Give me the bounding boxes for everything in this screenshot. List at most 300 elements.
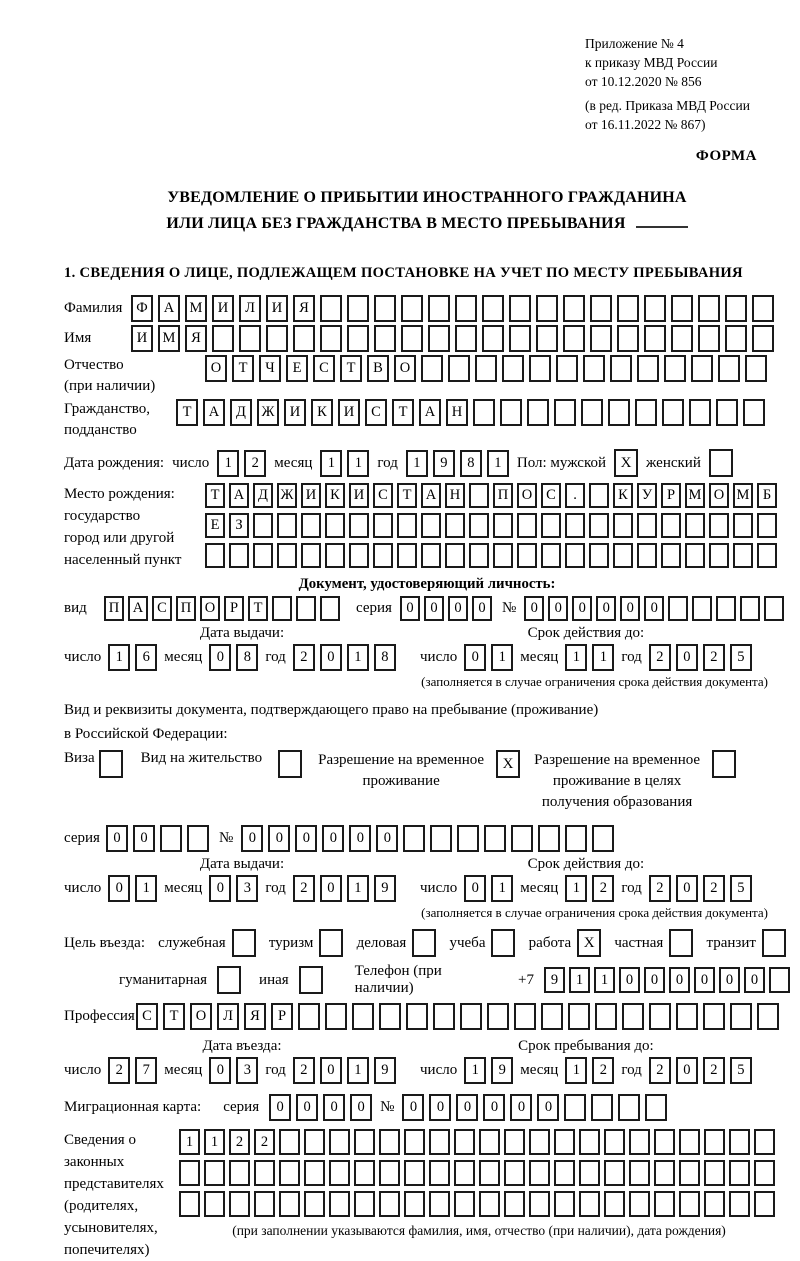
stay-until-month-cells[interactable] bbox=[565, 1057, 614, 1084]
char-cell[interactable]: П bbox=[493, 483, 513, 508]
char-cell[interactable]: С bbox=[313, 355, 335, 382]
resident-valid-month-cells[interactable] bbox=[565, 875, 614, 902]
char-cell[interactable] bbox=[179, 1191, 200, 1217]
char-cell[interactable] bbox=[565, 513, 585, 538]
birthplace-cells-row3[interactable] bbox=[205, 543, 777, 568]
char-cell[interactable] bbox=[604, 1160, 625, 1186]
char-cell[interactable] bbox=[679, 1191, 700, 1217]
char-cell[interactable] bbox=[374, 295, 396, 322]
char-cell[interactable] bbox=[689, 399, 711, 426]
char-cell[interactable]: 0 bbox=[424, 596, 444, 621]
char-cell[interactable] bbox=[554, 1191, 575, 1217]
char-cell[interactable]: 0 bbox=[448, 596, 468, 621]
char-cell[interactable] bbox=[479, 1129, 500, 1155]
purpose-private-checkbox[interactable] bbox=[669, 929, 693, 957]
char-cell[interactable] bbox=[469, 543, 489, 568]
char-cell[interactable] bbox=[568, 1003, 590, 1030]
char-cell[interactable] bbox=[293, 325, 315, 352]
char-cell[interactable]: 0 bbox=[268, 825, 290, 852]
char-cell[interactable] bbox=[752, 325, 774, 352]
char-cell[interactable]: С bbox=[541, 483, 561, 508]
char-cell[interactable]: 0 bbox=[320, 1057, 342, 1084]
char-cell[interactable] bbox=[589, 483, 609, 508]
char-cell[interactable]: С bbox=[373, 483, 393, 508]
char-cell[interactable] bbox=[329, 1191, 350, 1217]
char-cell[interactable]: 0 bbox=[322, 825, 344, 852]
char-cell[interactable] bbox=[279, 1191, 300, 1217]
char-cell[interactable] bbox=[679, 1129, 700, 1155]
char-cell[interactable]: 0 bbox=[483, 1094, 505, 1121]
char-cell[interactable]: А bbox=[158, 295, 180, 322]
char-cell[interactable]: 8 bbox=[374, 644, 396, 671]
char-cell[interactable] bbox=[709, 513, 729, 538]
phone-cells[interactable] bbox=[544, 967, 790, 993]
char-cell[interactable] bbox=[536, 295, 558, 322]
char-cell[interactable] bbox=[301, 513, 321, 538]
char-cell[interactable] bbox=[541, 513, 561, 538]
char-cell[interactable] bbox=[704, 1191, 725, 1217]
char-cell[interactable] bbox=[279, 1160, 300, 1186]
char-cell[interactable]: 0 bbox=[349, 825, 371, 852]
char-cell[interactable] bbox=[529, 1129, 550, 1155]
purpose-work-checkbox[interactable]: X bbox=[577, 929, 601, 957]
char-cell[interactable] bbox=[500, 399, 522, 426]
char-cell[interactable] bbox=[320, 325, 342, 352]
char-cell[interactable]: 0 bbox=[400, 596, 420, 621]
representatives-cells-row2[interactable] bbox=[179, 1160, 779, 1186]
birthdate-year-cells[interactable] bbox=[406, 450, 509, 477]
char-cell[interactable]: 2 bbox=[293, 644, 315, 671]
char-cell[interactable]: 7 bbox=[135, 1057, 157, 1084]
char-cell[interactable] bbox=[511, 825, 533, 852]
identity-issue-year-cells[interactable] bbox=[293, 644, 396, 671]
char-cell[interactable] bbox=[745, 355, 767, 382]
char-cell[interactable]: 9 bbox=[374, 875, 396, 902]
char-cell[interactable]: 0 bbox=[295, 825, 317, 852]
char-cell[interactable] bbox=[455, 295, 477, 322]
char-cell[interactable] bbox=[204, 1191, 225, 1217]
char-cell[interactable] bbox=[229, 543, 249, 568]
char-cell[interactable] bbox=[541, 543, 561, 568]
char-cell[interactable] bbox=[743, 399, 765, 426]
char-cell[interactable]: 1 bbox=[217, 450, 239, 477]
char-cell[interactable] bbox=[733, 543, 753, 568]
char-cell[interactable]: 0 bbox=[320, 875, 342, 902]
char-cell[interactable] bbox=[583, 355, 605, 382]
char-cell[interactable] bbox=[716, 399, 738, 426]
char-cell[interactable] bbox=[304, 1191, 325, 1217]
char-cell[interactable]: 1 bbox=[569, 967, 590, 993]
char-cell[interactable]: 0 bbox=[320, 644, 342, 671]
char-cell[interactable]: Ф bbox=[131, 295, 153, 322]
char-cell[interactable]: 0 bbox=[296, 1094, 318, 1121]
char-cell[interactable] bbox=[266, 325, 288, 352]
char-cell[interactable] bbox=[404, 1129, 425, 1155]
char-cell[interactable] bbox=[590, 295, 612, 322]
char-cell[interactable] bbox=[685, 543, 705, 568]
identity-issue-month-cells[interactable] bbox=[209, 644, 258, 671]
char-cell[interactable] bbox=[685, 513, 705, 538]
char-cell[interactable]: И bbox=[338, 399, 360, 426]
char-cell[interactable]: 0 bbox=[472, 596, 492, 621]
char-cell[interactable]: И bbox=[349, 483, 369, 508]
char-cell[interactable]: . bbox=[565, 483, 585, 508]
char-cell[interactable]: З bbox=[229, 513, 249, 538]
char-cell[interactable] bbox=[479, 1191, 500, 1217]
stay-until-year-cells[interactable] bbox=[649, 1057, 752, 1084]
char-cell[interactable]: Л bbox=[217, 1003, 239, 1030]
char-cell[interactable] bbox=[277, 543, 297, 568]
residence-permit-checkbox[interactable] bbox=[278, 750, 302, 778]
resident-issue-month-cells[interactable] bbox=[209, 875, 258, 902]
char-cell[interactable] bbox=[538, 825, 560, 852]
char-cell[interactable]: П bbox=[176, 596, 196, 621]
char-cell[interactable] bbox=[454, 1160, 475, 1186]
char-cell[interactable] bbox=[279, 1129, 300, 1155]
char-cell[interactable]: У bbox=[637, 483, 657, 508]
char-cell[interactable] bbox=[591, 1094, 613, 1121]
char-cell[interactable]: 2 bbox=[592, 1057, 614, 1084]
char-cell[interactable]: 3 bbox=[236, 1057, 258, 1084]
char-cell[interactable] bbox=[379, 1191, 400, 1217]
purpose-transit-checkbox[interactable] bbox=[762, 929, 786, 957]
migration-number-cells[interactable] bbox=[402, 1094, 667, 1121]
stay-until-day-cells[interactable] bbox=[464, 1057, 513, 1084]
char-cell[interactable] bbox=[428, 325, 450, 352]
char-cell[interactable] bbox=[698, 325, 720, 352]
char-cell[interactable] bbox=[637, 543, 657, 568]
char-cell[interactable] bbox=[610, 355, 632, 382]
char-cell[interactable] bbox=[617, 295, 639, 322]
char-cell[interactable] bbox=[404, 1160, 425, 1186]
char-cell[interactable]: Ч bbox=[259, 355, 281, 382]
char-cell[interactable] bbox=[556, 355, 578, 382]
char-cell[interactable] bbox=[397, 543, 417, 568]
char-cell[interactable]: А bbox=[421, 483, 441, 508]
char-cell[interactable] bbox=[421, 513, 441, 538]
char-cell[interactable] bbox=[733, 513, 753, 538]
char-cell[interactable] bbox=[504, 1191, 525, 1217]
char-cell[interactable]: 2 bbox=[703, 1057, 725, 1084]
char-cell[interactable] bbox=[239, 325, 261, 352]
char-cell[interactable]: 0 bbox=[620, 596, 640, 621]
char-cell[interactable] bbox=[354, 1160, 375, 1186]
char-cell[interactable] bbox=[329, 1160, 350, 1186]
char-cell[interactable] bbox=[629, 1191, 650, 1217]
char-cell[interactable] bbox=[752, 295, 774, 322]
char-cell[interactable] bbox=[679, 1160, 700, 1186]
char-cell[interactable] bbox=[509, 295, 531, 322]
char-cell[interactable] bbox=[554, 1129, 575, 1155]
char-cell[interactable]: 1 bbox=[135, 875, 157, 902]
char-cell[interactable]: 2 bbox=[592, 875, 614, 902]
char-cell[interactable] bbox=[475, 355, 497, 382]
char-cell[interactable]: 0 bbox=[269, 1094, 291, 1121]
char-cell[interactable]: О bbox=[517, 483, 537, 508]
purpose-business-checkbox[interactable] bbox=[412, 929, 436, 957]
char-cell[interactable] bbox=[160, 825, 182, 852]
char-cell[interactable]: Т bbox=[248, 596, 268, 621]
surname-cells[interactable] bbox=[131, 295, 774, 322]
char-cell[interactable]: 2 bbox=[254, 1129, 275, 1155]
char-cell[interactable] bbox=[613, 513, 633, 538]
char-cell[interactable]: 1 bbox=[565, 875, 587, 902]
char-cell[interactable] bbox=[514, 1003, 536, 1030]
char-cell[interactable]: 0 bbox=[510, 1094, 532, 1121]
char-cell[interactable]: 0 bbox=[209, 875, 231, 902]
char-cell[interactable] bbox=[379, 1160, 400, 1186]
char-cell[interactable] bbox=[654, 1191, 675, 1217]
char-cell[interactable] bbox=[320, 295, 342, 322]
char-cell[interactable]: Н bbox=[445, 483, 465, 508]
char-cell[interactable] bbox=[179, 1160, 200, 1186]
birthplace-cells-row1[interactable] bbox=[205, 483, 777, 508]
char-cell[interactable] bbox=[204, 1160, 225, 1186]
char-cell[interactable] bbox=[757, 1003, 779, 1030]
char-cell[interactable] bbox=[502, 355, 524, 382]
char-cell[interactable]: Т bbox=[176, 399, 198, 426]
char-cell[interactable] bbox=[554, 399, 576, 426]
char-cell[interactable] bbox=[421, 355, 443, 382]
char-cell[interactable] bbox=[661, 513, 681, 538]
char-cell[interactable] bbox=[729, 1160, 750, 1186]
char-cell[interactable]: Т bbox=[163, 1003, 185, 1030]
char-cell[interactable]: 1 bbox=[491, 644, 513, 671]
char-cell[interactable] bbox=[754, 1191, 775, 1217]
char-cell[interactable]: Р bbox=[224, 596, 244, 621]
char-cell[interactable] bbox=[629, 1160, 650, 1186]
char-cell[interactable]: 2 bbox=[108, 1057, 130, 1084]
char-cell[interactable] bbox=[469, 483, 489, 508]
char-cell[interactable] bbox=[579, 1160, 600, 1186]
char-cell[interactable]: Т bbox=[340, 355, 362, 382]
char-cell[interactable]: 0 bbox=[464, 875, 486, 902]
char-cell[interactable] bbox=[272, 596, 292, 621]
char-cell[interactable] bbox=[529, 1191, 550, 1217]
representatives-cells-row3[interactable] bbox=[179, 1191, 779, 1217]
char-cell[interactable] bbox=[253, 513, 273, 538]
char-cell[interactable] bbox=[404, 1191, 425, 1217]
char-cell[interactable]: 2 bbox=[244, 450, 266, 477]
char-cell[interactable]: 9 bbox=[544, 967, 565, 993]
char-cell[interactable] bbox=[635, 399, 657, 426]
char-cell[interactable] bbox=[401, 295, 423, 322]
char-cell[interactable] bbox=[304, 1129, 325, 1155]
char-cell[interactable]: С bbox=[136, 1003, 158, 1030]
char-cell[interactable] bbox=[604, 1129, 625, 1155]
char-cell[interactable] bbox=[716, 596, 736, 621]
char-cell[interactable] bbox=[691, 355, 713, 382]
char-cell[interactable]: К bbox=[325, 483, 345, 508]
char-cell[interactable]: 0 bbox=[694, 967, 715, 993]
char-cell[interactable]: А bbox=[419, 399, 441, 426]
char-cell[interactable]: Л bbox=[239, 295, 261, 322]
char-cell[interactable]: Д bbox=[230, 399, 252, 426]
char-cell[interactable] bbox=[296, 596, 316, 621]
char-cell[interactable] bbox=[482, 325, 504, 352]
char-cell[interactable] bbox=[430, 825, 452, 852]
char-cell[interactable] bbox=[662, 399, 684, 426]
resident-issue-year-cells[interactable] bbox=[293, 875, 396, 902]
char-cell[interactable] bbox=[469, 513, 489, 538]
char-cell[interactable]: М bbox=[733, 483, 753, 508]
birthplace-cells-row2[interactable] bbox=[205, 513, 777, 538]
char-cell[interactable] bbox=[445, 513, 465, 538]
char-cell[interactable]: П bbox=[104, 596, 124, 621]
char-cell[interactable] bbox=[564, 1094, 586, 1121]
char-cell[interactable]: 1 bbox=[179, 1129, 200, 1155]
char-cell[interactable]: М bbox=[185, 295, 207, 322]
char-cell[interactable] bbox=[709, 543, 729, 568]
char-cell[interactable]: И bbox=[212, 295, 234, 322]
char-cell[interactable] bbox=[504, 1160, 525, 1186]
char-cell[interactable]: 0 bbox=[676, 875, 698, 902]
char-cell[interactable]: Б bbox=[757, 483, 777, 508]
char-cell[interactable] bbox=[320, 596, 340, 621]
entry-day-cells[interactable] bbox=[108, 1057, 157, 1084]
char-cell[interactable]: 2 bbox=[703, 875, 725, 902]
char-cell[interactable] bbox=[406, 1003, 428, 1030]
char-cell[interactable]: О bbox=[709, 483, 729, 508]
char-cell[interactable] bbox=[704, 1160, 725, 1186]
char-cell[interactable]: 0 bbox=[644, 967, 665, 993]
char-cell[interactable]: 1 bbox=[406, 450, 428, 477]
char-cell[interactable]: 0 bbox=[106, 825, 128, 852]
char-cell[interactable] bbox=[645, 1094, 667, 1121]
char-cell[interactable]: С bbox=[152, 596, 172, 621]
char-cell[interactable] bbox=[374, 325, 396, 352]
char-cell[interactable]: 1 bbox=[347, 875, 369, 902]
char-cell[interactable]: А bbox=[229, 483, 249, 508]
char-cell[interactable]: 0 bbox=[209, 1057, 231, 1084]
char-cell[interactable] bbox=[493, 543, 513, 568]
char-cell[interactable] bbox=[671, 295, 693, 322]
char-cell[interactable] bbox=[373, 513, 393, 538]
char-cell[interactable] bbox=[554, 1160, 575, 1186]
char-cell[interactable]: 9 bbox=[374, 1057, 396, 1084]
char-cell[interactable] bbox=[654, 1160, 675, 1186]
resident-doc-series-cells[interactable] bbox=[106, 825, 209, 852]
char-cell[interactable] bbox=[668, 596, 688, 621]
char-cell[interactable] bbox=[455, 325, 477, 352]
purpose-humanitarian-checkbox[interactable] bbox=[217, 966, 241, 994]
migration-series-cells[interactable] bbox=[269, 1094, 372, 1121]
char-cell[interactable] bbox=[581, 399, 603, 426]
char-cell[interactable] bbox=[421, 543, 441, 568]
doc-kind-cells[interactable] bbox=[104, 596, 340, 621]
char-cell[interactable] bbox=[229, 1191, 250, 1217]
char-cell[interactable]: Т bbox=[397, 483, 417, 508]
char-cell[interactable]: 1 bbox=[204, 1129, 225, 1155]
char-cell[interactable] bbox=[487, 1003, 509, 1030]
char-cell[interactable] bbox=[565, 543, 585, 568]
char-cell[interactable] bbox=[644, 295, 666, 322]
char-cell[interactable] bbox=[448, 355, 470, 382]
char-cell[interactable] bbox=[454, 1191, 475, 1217]
char-cell[interactable] bbox=[429, 1160, 450, 1186]
char-cell[interactable]: О bbox=[200, 596, 220, 621]
char-cell[interactable] bbox=[565, 825, 587, 852]
entry-month-cells[interactable] bbox=[209, 1057, 258, 1084]
birthdate-day-cells[interactable] bbox=[217, 450, 266, 477]
char-cell[interactable] bbox=[618, 1094, 640, 1121]
char-cell[interactable]: Р bbox=[661, 483, 681, 508]
char-cell[interactable] bbox=[757, 513, 777, 538]
char-cell[interactable]: 0 bbox=[719, 967, 740, 993]
char-cell[interactable] bbox=[604, 1191, 625, 1217]
doc-number-cells[interactable] bbox=[524, 596, 784, 621]
purpose-tourism-checkbox[interactable] bbox=[319, 929, 343, 957]
char-cell[interactable]: 1 bbox=[347, 450, 369, 477]
char-cell[interactable]: Т bbox=[392, 399, 414, 426]
entry-year-cells[interactable] bbox=[293, 1057, 396, 1084]
char-cell[interactable] bbox=[253, 543, 273, 568]
char-cell[interactable] bbox=[704, 1129, 725, 1155]
char-cell[interactable] bbox=[401, 325, 423, 352]
char-cell[interactable]: 2 bbox=[229, 1129, 250, 1155]
char-cell[interactable] bbox=[613, 543, 633, 568]
char-cell[interactable] bbox=[764, 596, 784, 621]
char-cell[interactable]: 1 bbox=[487, 450, 509, 477]
char-cell[interactable]: 2 bbox=[649, 875, 671, 902]
name-cells[interactable] bbox=[131, 325, 774, 352]
char-cell[interactable]: 2 bbox=[649, 1057, 671, 1084]
char-cell[interactable] bbox=[754, 1129, 775, 1155]
char-cell[interactable] bbox=[354, 1191, 375, 1217]
char-cell[interactable]: О bbox=[190, 1003, 212, 1030]
purpose-study-checkbox[interactable] bbox=[491, 929, 515, 957]
char-cell[interactable] bbox=[729, 1129, 750, 1155]
citizenship-cells[interactable] bbox=[176, 399, 765, 426]
char-cell[interactable]: 0 bbox=[524, 596, 544, 621]
char-cell[interactable] bbox=[349, 513, 369, 538]
char-cell[interactable] bbox=[527, 399, 549, 426]
char-cell[interactable] bbox=[517, 543, 537, 568]
char-cell[interactable] bbox=[579, 1191, 600, 1217]
char-cell[interactable]: 1 bbox=[592, 644, 614, 671]
char-cell[interactable] bbox=[589, 513, 609, 538]
resident-doc-number-cells[interactable] bbox=[241, 825, 614, 852]
char-cell[interactable] bbox=[725, 295, 747, 322]
char-cell[interactable]: 5 bbox=[730, 875, 752, 902]
char-cell[interactable] bbox=[429, 1191, 450, 1217]
char-cell[interactable] bbox=[541, 1003, 563, 1030]
char-cell[interactable]: 6 bbox=[135, 644, 157, 671]
char-cell[interactable] bbox=[484, 825, 506, 852]
char-cell[interactable] bbox=[329, 1129, 350, 1155]
temp-residence-edu-checkbox[interactable] bbox=[712, 750, 736, 778]
char-cell[interactable]: 0 bbox=[644, 596, 664, 621]
char-cell[interactable] bbox=[698, 295, 720, 322]
char-cell[interactable]: О bbox=[394, 355, 416, 382]
char-cell[interactable] bbox=[205, 543, 225, 568]
char-cell[interactable]: М bbox=[685, 483, 705, 508]
char-cell[interactable]: Т bbox=[232, 355, 254, 382]
char-cell[interactable]: 0 bbox=[241, 825, 263, 852]
char-cell[interactable] bbox=[347, 295, 369, 322]
char-cell[interactable] bbox=[563, 325, 585, 352]
char-cell[interactable]: 0 bbox=[133, 825, 155, 852]
birthdate-month-cells[interactable] bbox=[320, 450, 369, 477]
purpose-official-checkbox[interactable] bbox=[232, 929, 256, 957]
char-cell[interactable] bbox=[718, 355, 740, 382]
resident-issue-day-cells[interactable] bbox=[108, 875, 157, 902]
char-cell[interactable] bbox=[703, 1003, 725, 1030]
char-cell[interactable] bbox=[654, 1129, 675, 1155]
char-cell[interactable]: 2 bbox=[293, 1057, 315, 1084]
char-cell[interactable] bbox=[352, 1003, 374, 1030]
identity-issue-day-cells[interactable] bbox=[108, 644, 157, 671]
